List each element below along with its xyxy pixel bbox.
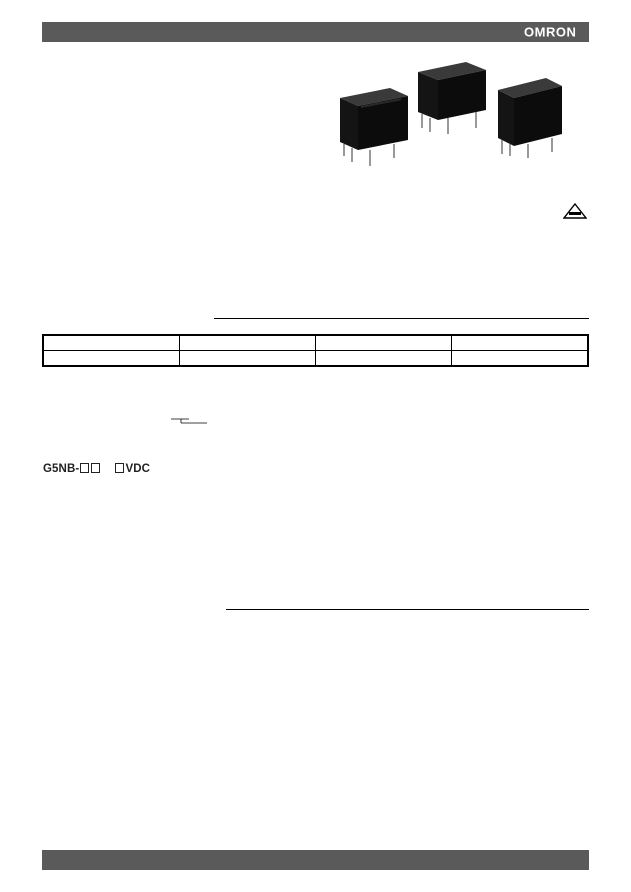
table-row (43, 335, 588, 351)
table-cell (43, 335, 179, 351)
table-cell (179, 335, 315, 351)
model-prefix: G5NB- (43, 463, 80, 475)
table-cell (316, 335, 452, 351)
relay-middle (418, 62, 486, 134)
omron-logo (524, 25, 580, 39)
specification-table (42, 334, 589, 367)
model-suffix: VDC (125, 463, 151, 475)
placeholder-box (91, 463, 100, 473)
section-rule (214, 318, 589, 319)
certification-mark-icon (563, 203, 587, 219)
table-cell (43, 351, 179, 367)
placeholder-box (115, 463, 124, 473)
relay-product-photo (330, 58, 568, 176)
header-bar (42, 22, 589, 42)
section-rule (226, 609, 589, 610)
table-cell (452, 335, 588, 351)
table-row (43, 351, 588, 367)
table-cell (316, 351, 452, 367)
brand-logo (524, 25, 580, 42)
svg-text:OMRON: OMRON (524, 25, 577, 39)
footer-bar (42, 850, 589, 870)
table-cell (179, 351, 315, 367)
table-cell (452, 351, 588, 367)
model-number-legend (43, 463, 150, 475)
relay-right (498, 78, 562, 158)
relay-left (340, 88, 408, 166)
placeholder-box (80, 463, 89, 473)
dimension-mark (171, 418, 207, 424)
